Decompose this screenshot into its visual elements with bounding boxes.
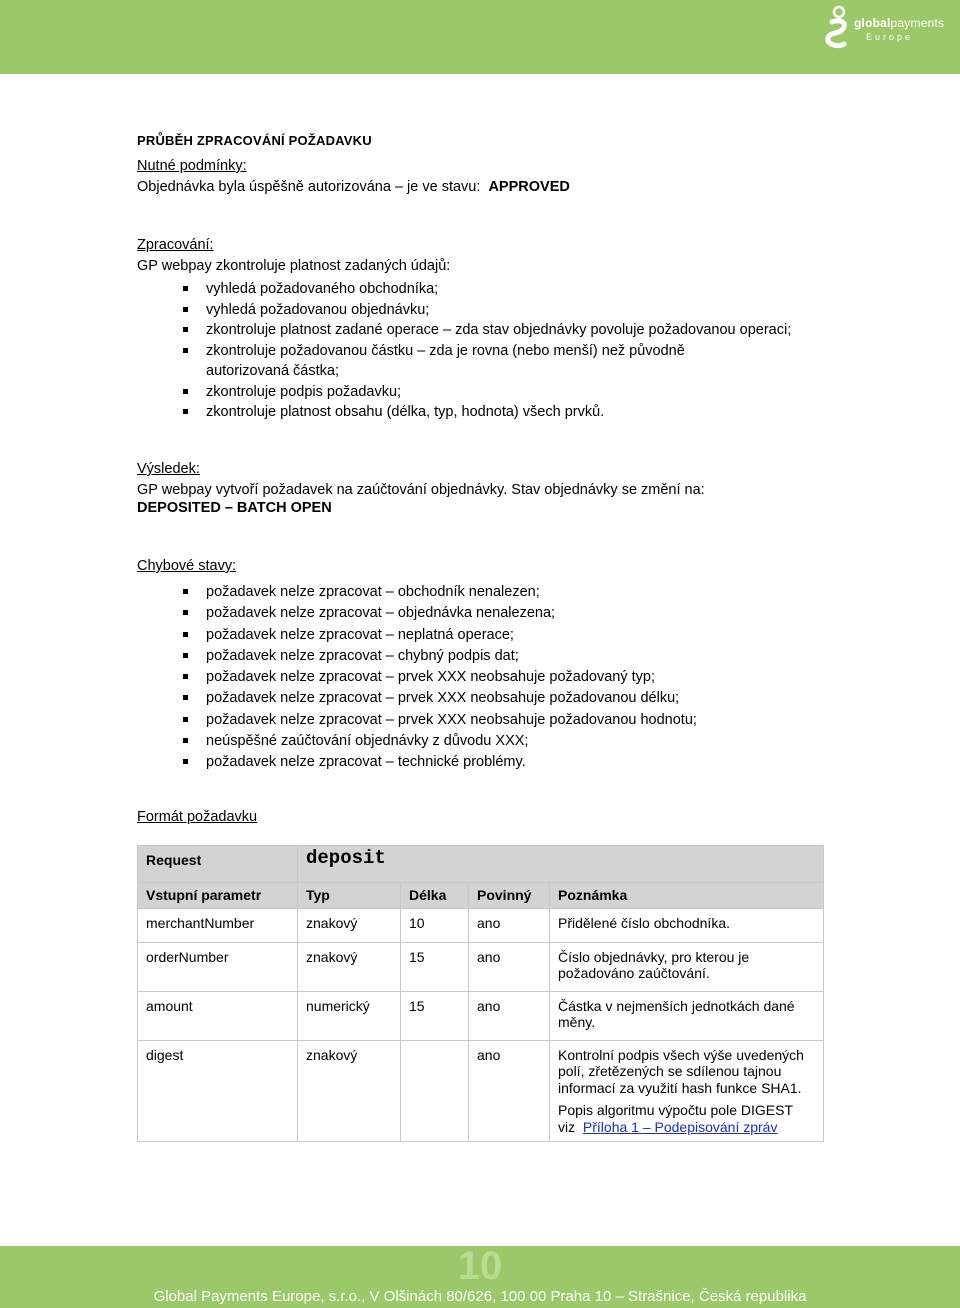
logo-subtext: Europe	[866, 32, 914, 42]
table-cell: znakový	[298, 908, 401, 942]
table-cell: ano	[469, 908, 550, 942]
page-number: 10	[457, 1244, 503, 1288]
footer-address: Global Payments Europe, s.r.o., V Olšinách 80/626, 100 00 Praha 10 – Strašnice, Česká republika	[153, 1288, 807, 1305]
list-item: požadavek nelze zpracovat – objednávka nenalezena;	[183, 603, 823, 624]
list-item: neúspěšné zaúčtování objednávky z důvodu XXX;	[183, 731, 823, 752]
table-header-row	[138, 883, 824, 909]
table-cell: znakový	[298, 942, 401, 991]
status-deposited: DEPOSITED – BATCH OPEN	[137, 500, 332, 516]
list-item: požadavek nelze zpracovat – technické problémy.	[183, 752, 823, 773]
list-item: zkontroluje požadovanou částku – zda je rovna (nebo menší) než původně autorizovaná částka;	[183, 341, 823, 382]
list-item: požadavek nelze zpracovat – prvek XXX neobsahuje požadovanou hodnotu;	[183, 710, 823, 731]
processing-intro: GP webpay zkontroluje platnost zadaných údajů:	[137, 258, 451, 274]
preconditions-text: Objednávka byla úspěšně autorizována – je ve stavu: APPROVED	[137, 179, 570, 195]
table-row	[138, 908, 824, 942]
table-cell: 15	[401, 991, 469, 1040]
column-header: Poznámka	[550, 883, 824, 909]
table-cell: numerický	[298, 991, 401, 1040]
column-header: Délka	[401, 883, 469, 909]
status-approved: APPROVED	[488, 179, 570, 195]
section-title: PRŮBĚH ZPRACOVÁNÍ POŽADAVKU	[137, 133, 372, 148]
list-item: požadavek nelze zpracovat – prvek XXX neobsahuje požadovanou délku;	[183, 688, 823, 709]
table-row	[138, 1040, 824, 1141]
result-text: GP webpay vytvoří požadavek na zaúčtování objednávky. Stav objednávky se změní na:	[137, 482, 705, 498]
list-item: zkontroluje podpis požadavku;	[183, 382, 823, 403]
list-item: vyhledá požadovanou objednávku;	[183, 300, 823, 321]
errors-list	[183, 582, 823, 774]
table-cell: ano	[469, 942, 550, 991]
list-item: požadavek nelze zpracovat – obchodník nenalezen;	[183, 582, 823, 603]
request-format-table	[137, 845, 824, 1142]
list-item: požadavek nelze zpracovat – neplatná operace;	[183, 625, 823, 646]
table-cell: 15	[401, 942, 469, 991]
table-row	[138, 991, 824, 1040]
header-bar	[0, 0, 960, 74]
table-cell	[401, 1040, 469, 1141]
table-cell: merchantNumber	[138, 908, 298, 942]
result-heading: Výsledek:	[137, 461, 200, 477]
request-label: Request	[138, 846, 298, 883]
table-cell: znakový	[298, 1040, 401, 1141]
request-row	[138, 846, 824, 883]
list-item: požadavek nelze zpracovat – prvek XXX neobsahuje požadovaný typ;	[183, 667, 823, 688]
table-cell: Částka v nejmenších jednotkách dané měny.	[550, 991, 824, 1040]
logo-g-icon	[822, 4, 852, 50]
table-row	[138, 942, 824, 991]
table-cell: ano	[469, 991, 550, 1040]
errors-heading: Chybové stavy:	[137, 558, 237, 574]
table-cell: digest	[138, 1040, 298, 1141]
company-logo	[822, 4, 952, 52]
table-cell: 10	[401, 908, 469, 942]
column-header: Povinný	[469, 883, 550, 909]
appendix-link[interactable]: Příloha 1 – Podepisování zpráv	[582, 1118, 778, 1135]
digest-note: Popis algoritmu výpočtu pole DIGEST viz Příloha 1 – Podepisování zpráv	[558, 1102, 793, 1135]
table-cell: orderNumber	[138, 942, 298, 991]
table-cell: Přidělené číslo obchodníka.	[550, 908, 824, 942]
table-cell: Číslo objednávky, pro kterou je požadováno zaúčtování.	[550, 942, 824, 991]
list-item: zkontroluje platnost obsahu (délka, typ, hodnota) všech prvků.	[183, 402, 823, 423]
column-header: Typ	[298, 883, 401, 909]
list-item: vyhledá požadovaného obchodníka;	[183, 279, 823, 300]
processing-heading: Zpracování:	[137, 237, 214, 253]
preconditions-heading: Nutné podmínky:	[137, 158, 247, 174]
logo-text: globalpayments	[854, 16, 945, 30]
format-heading: Formát požadavku	[137, 809, 258, 825]
processing-list	[183, 279, 823, 423]
request-value: deposit	[298, 846, 824, 883]
table-cell	[550, 1040, 824, 1141]
digest-description: Kontrolní podpis všech výše uvedených polí, zřetězených se sdílenou tajnou informací za využití hash funkce SHA1.	[558, 1046, 804, 1096]
column-header: Vstupní parametr	[138, 883, 298, 909]
list-item: požadavek nelze zpracovat – chybný podpis dat;	[183, 646, 823, 667]
table-cell: amount	[138, 991, 298, 1040]
table-cell: ano	[469, 1040, 550, 1141]
list-item: zkontroluje platnost zadané operace – zda stav objednávky povoluje požadovanou operaci;	[183, 320, 823, 341]
